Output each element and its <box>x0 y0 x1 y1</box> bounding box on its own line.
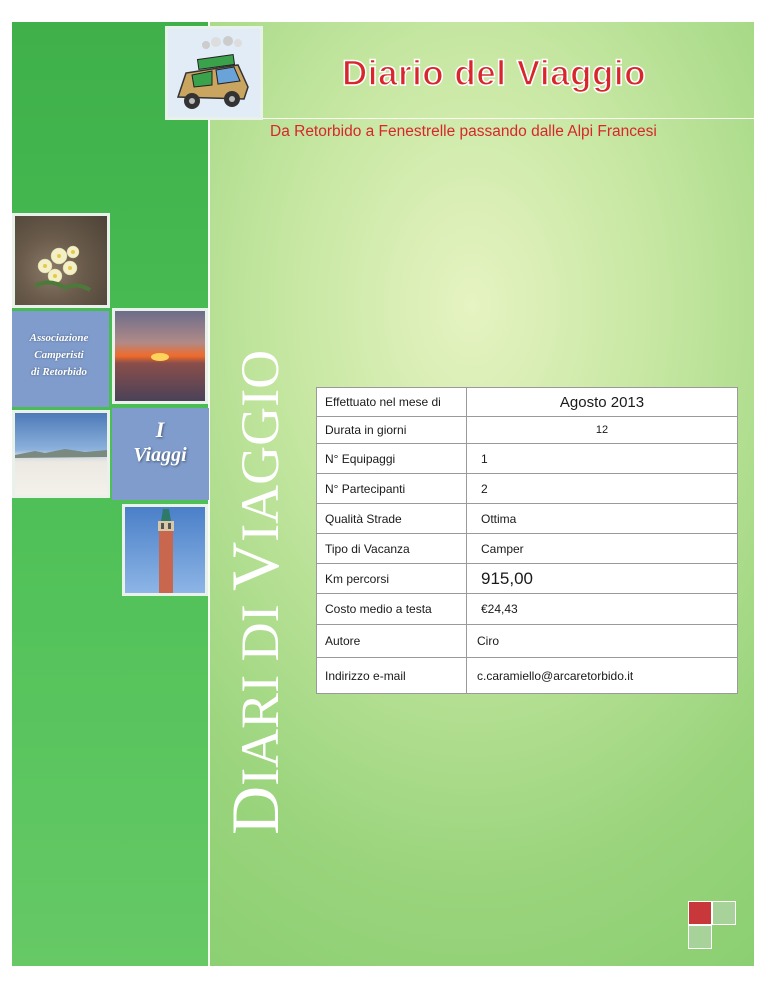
table-row <box>317 625 738 658</box>
table-row <box>317 658 738 694</box>
row-value: 1 <box>467 444 738 474</box>
table-row <box>317 444 738 474</box>
page-title: Diario del Viaggio <box>342 54 646 93</box>
association-line-2: Camperisti <box>34 349 84 361</box>
row-label: N° Equipaggi <box>317 444 467 474</box>
row-value: 12 <box>467 417 738 444</box>
trip-info-table <box>316 387 738 694</box>
corner-square-green <box>688 925 712 949</box>
row-label: Costo medio a testa <box>317 594 467 625</box>
table-row <box>317 504 738 534</box>
row-value <box>467 388 738 417</box>
corner-square-red <box>688 901 712 925</box>
row-label: Qualità Strade <box>317 504 467 534</box>
row-value: 2 <box>467 474 738 504</box>
table-row <box>317 564 738 594</box>
vertical-title-part2: IAGGIO <box>230 349 290 542</box>
row-value: €24,43 <box>467 594 738 625</box>
corner-square-green <box>712 901 736 925</box>
row-label: Autore <box>317 625 467 658</box>
page-subtitle: Da Retorbido a Fenestrelle passando dalle Alpi Francesi <box>270 123 657 140</box>
series-label <box>112 418 208 468</box>
association-line-1: Associazione <box>29 332 89 344</box>
horizontal-divider <box>210 118 754 119</box>
vertical-title <box>217 349 293 835</box>
association-line-3: di Retorbido <box>31 366 87 378</box>
row-value: Ottima <box>467 504 738 534</box>
row-value <box>467 564 738 594</box>
row-label: N° Partecipanti <box>317 474 467 504</box>
row-value: Ciro <box>467 625 738 658</box>
series-line-2: Viaggi <box>133 444 187 466</box>
month-value: Agosto 2013 <box>559 393 645 411</box>
association-name <box>12 330 106 381</box>
row-value: Camper <box>467 534 738 564</box>
camper-clipart <box>165 26 263 120</box>
snow-field-photo <box>12 410 110 498</box>
table-row <box>317 417 738 444</box>
bell-tower-photo <box>122 504 208 596</box>
vertical-title-v: V <box>217 541 293 591</box>
row-label: Km percorsi <box>317 564 467 594</box>
table-row <box>317 388 738 417</box>
sunset-photo <box>112 308 208 404</box>
flowers-photo <box>12 213 110 308</box>
table-row <box>317 474 738 504</box>
vertical-title-part1: IARI DI <box>230 590 290 786</box>
row-label: Tipo di Vacanza <box>317 534 467 564</box>
row-label: Durata in giorni <box>317 417 467 444</box>
row-label: Effettuato nel mese di <box>317 388 467 417</box>
series-line-1: I <box>155 417 165 442</box>
km-value: 915,00 <box>481 568 533 588</box>
row-value: c.caramiello@arcaretorbido.it <box>467 658 738 694</box>
row-label: Indirizzo e-mail <box>317 658 467 694</box>
vertical-title-d: D <box>217 785 293 835</box>
table-row <box>317 594 738 625</box>
table-row <box>317 534 738 564</box>
